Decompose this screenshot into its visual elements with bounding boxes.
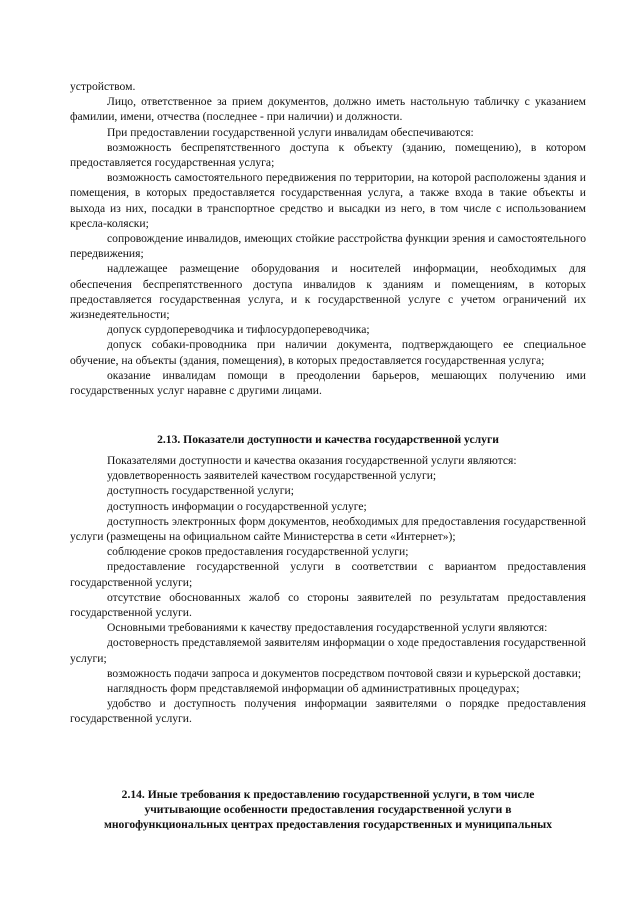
paragraph: При предоставлении государственной услуги инвалидам обеспечиваются:	[107, 125, 474, 139]
paragraph: удобство и доступность получения информации заявителями о порядке предоставления государственной услуги.	[70, 697, 586, 726]
paragraph: возможность самостоятельного передвижения по территории, на которой расположены здания и помещения, в которых предоставляется государственная услуга, а также входа в такие объекты и выхода из них, посадки в транспортное средство и высадки из него, в том числе с использованием кресла-коляски;	[70, 171, 586, 230]
paragraph: допуск собаки-проводника при наличии документа, подтверждающего ее специальное обучение, на объекты (здания, помещения), в которых предоставляется государственная услуга;	[70, 338, 586, 367]
paragraph: устройством.	[70, 80, 136, 93]
paragraph: возможность подачи запроса и документов посредством почтовой связи и курьерской доставки;	[107, 666, 582, 680]
heading-line: 2.14. Иные требования к предоставлению государственной услуги, в том числе	[121, 788, 535, 801]
paragraph: возможность беспрепятственного доступа к объекту (зданию, помещению), в котором предоставляется государственная услуга;	[70, 140, 586, 170]
paragraph: удовлетворенность заявителей качеством государственной услуги;	[107, 469, 437, 483]
section-heading-2-13: 2.13. Показатели доступности и качества государственной услуги	[157, 433, 499, 446]
paragraph: оказание инвалидам помощи в преодолении барьеров, мешающих получению ими государственных услуг наравне с другими лицами.	[70, 368, 586, 398]
paragraph: соблюдение сроков предоставления государственной услуги;	[107, 545, 409, 559]
paragraph: Показателями доступности и качества оказания государственной услуги являются:	[107, 454, 517, 467]
section-heading-2-14	[70, 787, 586, 833]
paragraph: доступность государственной услуги;	[107, 484, 294, 498]
paragraph: доступность электронных форм документов, необходимых для предоставления государственной услуги (размещены на официальном сайте Министерства в сети «Интернет»);	[70, 514, 586, 544]
paragraph: доступность информации о государственной услуге;	[107, 499, 367, 513]
paragraph: наглядность форм представляемой информации об административных процедурах;	[107, 682, 520, 696]
paragraph: допуск сурдопереводчика и тифлосурдопереводчика;	[107, 323, 370, 337]
paragraph: достоверность представляемой заявителям информации о ходе предоставления государственной услуги;	[70, 636, 586, 665]
section-accessibility-provisions	[70, 79, 586, 398]
section-quality-indicators	[70, 453, 586, 727]
heading-line: многофункциональных центрах предоставления государственных и муниципальных	[103, 818, 552, 832]
paragraph: отсутствие обоснованных жалоб со стороны заявителей по результатам предоставления государственной услуги.	[70, 590, 586, 620]
paragraph: Лицо, ответственное за прием документов, должно иметь настольную табличку с указанием фамилии, имени, отчества (последнее - при наличии) и должности.	[70, 95, 586, 124]
paragraph: Основными требованиями к качеству предоставления государственной услуги являются:	[107, 621, 548, 635]
heading-line: учитывающие особенности предоставления государственной услуги в	[144, 803, 512, 817]
paragraph: надлежащее размещение оборудования и носителей информации, необходимых для обеспечения беспрепятственного доступа инвалидов к зданиям и помещениям, в которых предоставляется государственная услуга, и к государственной услуге с учетом ограничений их жизнедеятельности;	[70, 262, 586, 322]
paragraph: предоставление государственной услуги в соответствии с вариантом предоставления государственной услуги;	[70, 560, 586, 589]
paragraph: сопровождение инвалидов, имеющих стойкие расстройства функции зрения и самостоятельного передвижения;	[70, 232, 586, 261]
